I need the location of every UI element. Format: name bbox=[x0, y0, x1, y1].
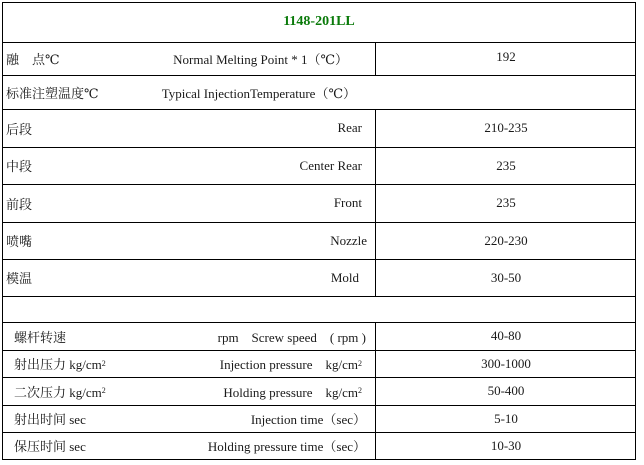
front-en-label: Front bbox=[333, 195, 362, 210]
mold-cn-label: 模温 bbox=[6, 271, 33, 286]
nozzle-en-label: Nozzle bbox=[330, 232, 367, 248]
holding-time-cn-label: 保压时间 sec bbox=[14, 439, 86, 454]
rear-value: 210-235 bbox=[484, 120, 528, 135]
screw-speed-cn-label: 螺杆转速 bbox=[14, 329, 67, 345]
screw-speed-en-label: rpm Screw speed ( rpm ) bbox=[217, 329, 366, 345]
page-title: 1148-201LL bbox=[283, 14, 355, 29]
injection-time-en-label: Injection time（sec） bbox=[250, 412, 366, 427]
front-value: 235 bbox=[496, 195, 516, 210]
table-border-left bbox=[2, 2, 3, 460]
injection-temperature-en-label: Typical InjectionTemperature（℃） bbox=[161, 85, 356, 101]
injection-pressure-en-label: Injection pressure kg/cm 2 bbox=[219, 357, 362, 372]
melting-point-value: 192 bbox=[496, 49, 516, 64]
table-border-bottom bbox=[2, 459, 636, 460]
center-rear-value: 235 bbox=[496, 157, 516, 173]
rear-cn-label: 后段 bbox=[6, 121, 33, 137]
injection-time-cn-label: 射出时间 sec bbox=[14, 412, 86, 427]
melting-point-cn-label: 融 点℃ bbox=[6, 52, 60, 67]
process-parameter-table bbox=[2, 2, 636, 460]
holding-pressure-cn-label: 二次压力 kg/cm 2 bbox=[14, 384, 106, 400]
holding-time-en-label: Holding pressure time（sec） bbox=[207, 439, 366, 454]
melting-point-en-label: Normal Melting Point * 1（℃） bbox=[173, 52, 348, 67]
row-divider bbox=[2, 296, 636, 297]
injection-pressure-cn-label: 射出压力 kg/cm 2 bbox=[14, 357, 106, 372]
holding-pressure-en-label: Holding pressure kg/cm 2 bbox=[223, 384, 362, 400]
center-rear-en-label: Center Rear bbox=[299, 157, 362, 173]
front-cn-label: 前段 bbox=[6, 196, 33, 212]
screw-speed-value: 40-80 bbox=[490, 328, 522, 343]
center-rear-cn-label: 中段 bbox=[6, 159, 33, 174]
mold-value: 30-50 bbox=[490, 269, 522, 285]
injection-pressure-value: 300-1000 bbox=[481, 355, 531, 371]
nozzle-value: 220-230 bbox=[484, 232, 528, 248]
injection-time-value: 5-10 bbox=[494, 410, 518, 426]
rear-en-label: Rear bbox=[337, 120, 362, 135]
holding-time-value: 10-30 bbox=[490, 437, 522, 453]
injection-temperature-cn-label: 标准注塑温度℃ bbox=[6, 85, 99, 101]
mold-en-label: Mold bbox=[330, 269, 359, 285]
nozzle-cn-label: 喷嘴 bbox=[6, 234, 33, 249]
holding-pressure-value: 50-400 bbox=[487, 383, 525, 398]
